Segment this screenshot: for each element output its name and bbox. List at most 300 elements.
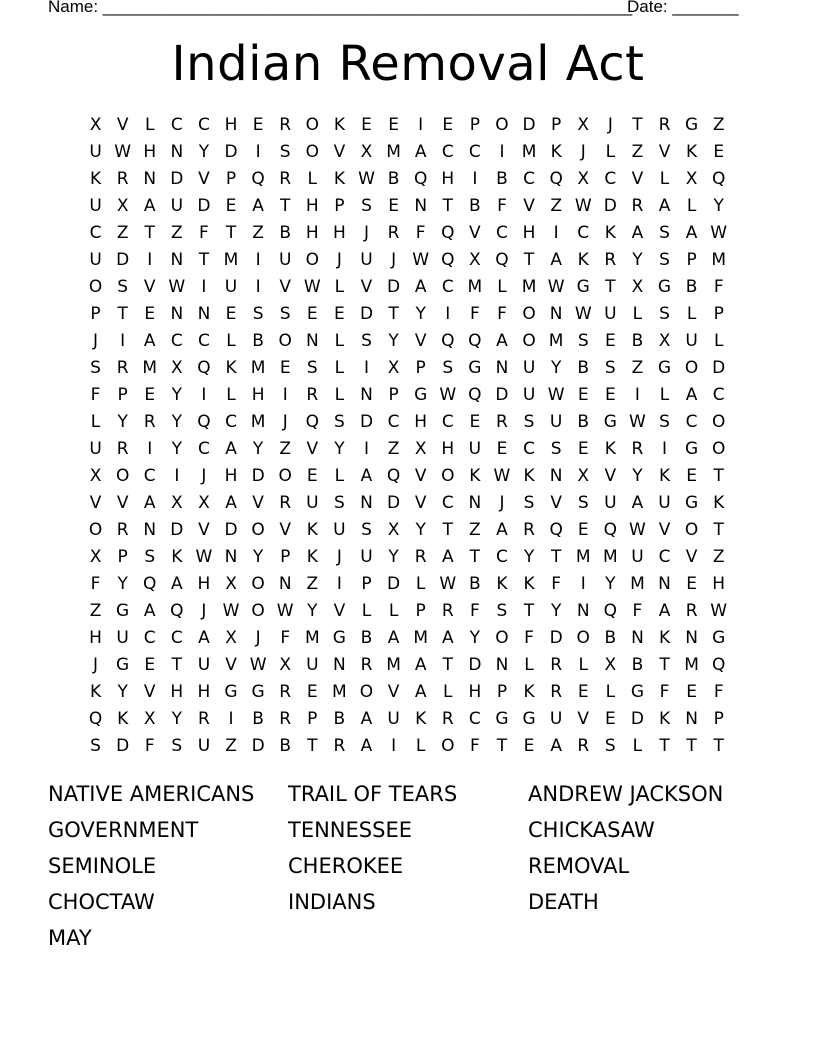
grid-letter: K <box>117 709 129 729</box>
grid-letter: M <box>332 682 347 702</box>
grid-row <box>82 625 734 652</box>
grid-letter: X <box>171 493 183 513</box>
grid-letter: U <box>89 250 102 270</box>
grid-row <box>82 247 734 274</box>
grid-letter: L <box>713 331 724 351</box>
grid-row <box>82 301 734 328</box>
grid-letter: Y <box>469 628 481 648</box>
grid-letter: J <box>255 628 261 648</box>
grid-letter: C <box>496 547 508 567</box>
grid-letter: S <box>604 736 616 756</box>
grid-letter: T <box>496 736 508 756</box>
grid-letter: D <box>116 250 130 270</box>
grid-letter: D <box>116 736 130 756</box>
grid-letter: K <box>713 493 725 513</box>
grid-letter: K <box>658 466 671 486</box>
grid-letter: E <box>334 304 345 324</box>
word-list-item: MAY <box>48 926 92 950</box>
grid-letter: X <box>631 277 644 297</box>
grid-row <box>82 112 734 139</box>
grid-letter: K <box>171 547 183 567</box>
grid-letter: K <box>225 358 237 378</box>
grid-letter: S <box>361 196 372 216</box>
grid-letter: V <box>550 493 562 513</box>
grid-letter: E <box>577 385 589 405</box>
grid-letter: P <box>496 682 508 702</box>
grid-letter: R <box>116 358 129 378</box>
grid-letter: K <box>550 142 562 162</box>
grid-letter: D <box>170 169 184 189</box>
grid-letter: H <box>441 439 455 459</box>
grid-letter: H <box>143 142 157 162</box>
grid-letter: W <box>574 196 592 216</box>
grid-letter: Z <box>306 574 319 594</box>
grid-letter: I <box>553 223 559 243</box>
grid-letter: G <box>685 439 699 459</box>
grid-letter: G <box>116 601 130 621</box>
grid-letter: I <box>391 736 397 756</box>
grid-letter: V <box>387 682 400 702</box>
grid-letter: Y <box>415 304 426 324</box>
grid-letter: M <box>630 574 645 594</box>
grid-letter: A <box>414 277 427 297</box>
grid-letter: O <box>495 628 509 648</box>
grid-letter: Q <box>197 412 211 432</box>
grid-letter: C <box>468 142 481 162</box>
grid-letter: O <box>522 331 536 351</box>
grid-letter: Q <box>143 574 157 594</box>
grid-letter: O <box>441 736 455 756</box>
grid-row <box>82 544 734 571</box>
grid-letter: Q <box>468 331 482 351</box>
grid-row <box>82 652 734 679</box>
grid-letter: F <box>415 223 426 243</box>
grid-letter: D <box>712 358 726 378</box>
grid-letter: A <box>441 628 454 648</box>
grid-letter: C <box>577 223 590 243</box>
grid-letter: A <box>550 250 562 270</box>
grid-letter: C <box>604 169 617 189</box>
grid-letter: Q <box>441 250 455 270</box>
grid-letter: T <box>388 304 399 324</box>
grid-letter: T <box>523 601 535 621</box>
grid-letter: E <box>225 304 237 324</box>
grid-letter: T <box>632 115 643 135</box>
grid-letter: R <box>441 601 454 621</box>
page-title: Indian Removal Act <box>171 36 645 92</box>
grid-letter: J <box>391 250 397 270</box>
grid-letter: U <box>658 493 671 513</box>
grid-letter: R <box>685 601 698 621</box>
grid-letter: C <box>197 115 210 135</box>
grid-letter: X <box>89 547 102 567</box>
grid-letter: E <box>306 466 318 486</box>
grid-letter: E <box>469 412 481 432</box>
grid-letter: M <box>711 250 727 270</box>
grid-letter: R <box>360 655 373 675</box>
grid-letter: Q <box>468 385 482 405</box>
grid-letter: O <box>305 250 319 270</box>
grid-letter: E <box>577 520 589 540</box>
grid-letter: A <box>685 385 698 405</box>
grid-letter: O <box>115 466 130 486</box>
grid-letter: N <box>360 493 373 513</box>
grid-letter: P <box>361 574 372 594</box>
word-search-grid <box>82 112 734 760</box>
grid-letter: Q <box>712 169 726 189</box>
grid-letter: K <box>604 439 616 459</box>
grid-letter: W <box>249 655 267 675</box>
grid-letter: L <box>605 682 616 702</box>
grid-letter: Z <box>712 547 725 567</box>
grid-letter: E <box>388 196 399 216</box>
grid-letter: J <box>93 331 99 351</box>
grid-letter: X <box>143 709 156 729</box>
grid-letter: R <box>604 250 617 270</box>
grid-letter: T <box>605 277 616 297</box>
grid-letter: P <box>415 358 426 378</box>
grid-letter: R <box>441 709 454 729</box>
grid-letter: B <box>685 277 698 297</box>
grid-letter: C <box>468 709 481 729</box>
grid-letter: S <box>361 520 372 540</box>
grid-letter: C <box>225 412 237 432</box>
grid-letter: I <box>662 439 668 459</box>
grid-row <box>82 166 734 193</box>
grid-row <box>82 139 734 166</box>
grid-letter: H <box>89 628 102 648</box>
grid-letter: B <box>279 223 292 243</box>
grid-letter: A <box>143 196 156 216</box>
grid-letter: U <box>522 358 536 378</box>
grid-letter: U <box>116 628 129 648</box>
grid-letter: F <box>713 682 724 702</box>
grid-letter: O <box>88 520 103 540</box>
grid-letter: U <box>468 439 482 459</box>
grid-letter: G <box>685 115 699 135</box>
grid-letter: E <box>279 358 291 378</box>
grid-letter: W <box>168 277 186 297</box>
word-list-item: DEATH <box>528 890 599 914</box>
grid-letter: P <box>117 385 128 405</box>
grid-letter: O <box>278 466 292 486</box>
grid-letter: Q <box>197 358 211 378</box>
word-list-item: CHEROKEE <box>288 854 404 878</box>
grid-letter: S <box>659 223 670 243</box>
grid-letter: K <box>523 574 535 594</box>
grid-letter: E <box>306 304 318 324</box>
grid-letter: N <box>170 304 184 324</box>
grid-letter: T <box>442 196 453 216</box>
grid-letter: P <box>388 385 399 405</box>
grid-letter: M <box>684 655 699 675</box>
grid-letter: U <box>549 709 563 729</box>
grid-letter: X <box>225 574 237 594</box>
grid-row <box>82 409 734 436</box>
grid-letter: T <box>225 223 237 243</box>
grid-letter: R <box>333 736 346 756</box>
grid-letter: H <box>224 466 238 486</box>
grid-letter: V <box>198 169 210 189</box>
grid-letter: L <box>334 358 345 378</box>
grid-letter: A <box>414 655 427 675</box>
grid-letter: K <box>658 709 671 729</box>
grid-letter: B <box>279 736 292 756</box>
word-list-item: CHOCTAW <box>48 890 155 914</box>
grid-letter: L <box>659 385 670 405</box>
grid-row <box>82 679 734 706</box>
grid-letter: X <box>604 655 617 675</box>
grid-letter: V <box>89 493 102 513</box>
grid-letter: J <box>201 601 207 621</box>
grid-letter: V <box>333 601 346 621</box>
grid-letter: U <box>278 250 292 270</box>
grid-letter: R <box>198 709 210 729</box>
grid-letter: Q <box>549 520 563 540</box>
grid-letter: W <box>439 385 457 405</box>
grid-letter: L <box>334 385 345 405</box>
grid-letter: G <box>224 682 238 702</box>
grid-letter: W <box>547 277 565 297</box>
grid-letter: H <box>332 223 346 243</box>
grid-letter: F <box>469 601 480 621</box>
grid-letter: L <box>226 385 236 405</box>
grid-letter: S <box>333 412 345 432</box>
grid-letter: U <box>549 412 563 432</box>
grid-row <box>82 706 734 733</box>
grid-letter: H <box>522 223 536 243</box>
grid-letter: W <box>303 277 321 297</box>
grid-letter: E <box>686 466 697 486</box>
grid-letter: Y <box>252 439 264 459</box>
grid-letter: U <box>89 196 102 216</box>
grid-letter: G <box>630 682 645 702</box>
grid-letter: Y <box>198 142 210 162</box>
grid-letter: Q <box>413 169 428 189</box>
grid-letter: W <box>114 142 132 162</box>
grid-letter: M <box>521 277 537 297</box>
grid-letter: T <box>523 250 535 270</box>
grid-letter: T <box>686 736 697 756</box>
grid-letter: C <box>89 223 102 243</box>
grid-letter: T <box>713 466 724 486</box>
grid-letter: A <box>387 628 400 648</box>
grid-letter: W <box>547 385 565 405</box>
grid-letter: C <box>523 169 535 189</box>
grid-letter: O <box>684 520 699 540</box>
grid-letter: B <box>360 628 373 648</box>
grid-letter: Q <box>603 601 618 621</box>
grid-letter: H <box>197 574 211 594</box>
grid-letter: H <box>414 412 428 432</box>
grid-letter: Z <box>225 736 237 756</box>
grid-letter: N <box>468 493 482 513</box>
grid-letter: E <box>523 736 535 756</box>
grid-row <box>82 490 734 517</box>
grid-letter: N <box>305 331 319 351</box>
grid-letter: U <box>360 250 373 270</box>
grid-letter: B <box>631 655 644 675</box>
grid-letter: I <box>201 277 207 297</box>
word-list <box>48 776 788 956</box>
grid-letter: W <box>276 601 294 621</box>
grid-letter: A <box>171 574 183 594</box>
grid-letter: J <box>499 493 505 513</box>
grid-letter: I <box>363 358 369 378</box>
grid-letter: W <box>710 601 728 621</box>
grid-letter: C <box>685 412 698 432</box>
grid-letter: Y <box>523 547 535 567</box>
grid-letter: D <box>359 412 374 432</box>
grid-letter: U <box>197 655 211 675</box>
grid-letter: W <box>710 223 728 243</box>
grid-letter: S <box>659 304 670 324</box>
grid-letter: C <box>441 412 454 432</box>
grid-letter: U <box>197 736 211 756</box>
grid-letter: K <box>577 250 589 270</box>
grid-letter: H <box>305 196 319 216</box>
grid-letter: Z <box>387 439 400 459</box>
grid-letter: U <box>522 385 536 405</box>
grid-letter: V <box>631 169 644 189</box>
grid-letter: Z <box>550 196 562 216</box>
grid-letter: C <box>441 493 454 513</box>
grid-letter: K <box>333 115 345 135</box>
grid-letter: D <box>630 709 644 729</box>
grid-letter: Y <box>550 601 562 621</box>
grid-letter: U <box>360 547 373 567</box>
grid-letter: L <box>334 466 345 486</box>
grid-letter: A <box>658 196 671 216</box>
grid-letter: C <box>143 628 156 648</box>
grid-letter: F <box>551 574 562 594</box>
grid-letter: S <box>90 736 101 756</box>
grid-letter: O <box>251 574 265 594</box>
grid-letter: W <box>358 169 375 189</box>
grid-letter: A <box>143 493 156 513</box>
grid-letter: L <box>334 331 345 351</box>
grid-letter: G <box>685 493 699 513</box>
grid-letter: J <box>336 250 342 270</box>
grid-letter: N <box>495 655 509 675</box>
grid-letter: V <box>604 466 617 486</box>
grid-letter: S <box>442 358 454 378</box>
grid-letter: B <box>469 196 481 216</box>
grid-letter: U <box>631 547 644 567</box>
grid-letter: M <box>250 412 266 432</box>
grid-letter: W <box>222 601 240 621</box>
grid-letter: J <box>336 547 342 567</box>
grid-letter: D <box>603 196 617 216</box>
grid-letter: G <box>116 655 130 675</box>
grid-letter: X <box>116 196 129 216</box>
grid-letter: G <box>712 628 726 648</box>
grid-letter: L <box>605 142 616 162</box>
grid-letter: U <box>685 331 698 351</box>
grid-letter: S <box>90 358 101 378</box>
grid-letter: L <box>524 655 534 675</box>
grid-letter: F <box>497 304 507 324</box>
grid-letter: I <box>255 142 261 162</box>
grid-letter: F <box>713 277 724 297</box>
grid-letter: C <box>441 142 454 162</box>
grid-letter: X <box>387 358 400 378</box>
grid-row <box>82 382 734 409</box>
grid-letter: L <box>632 304 643 324</box>
grid-letter: P <box>334 196 345 216</box>
grid-letter: V <box>469 223 481 243</box>
grid-letter: K <box>523 682 535 702</box>
grid-letter: P <box>225 169 237 189</box>
grid-letter: H <box>468 682 482 702</box>
grid-letter: I <box>472 169 478 189</box>
grid-letter: O <box>88 277 103 297</box>
grid-letter: T <box>713 520 724 540</box>
grid-letter: H <box>441 169 455 189</box>
grid-letter: X <box>279 655 292 675</box>
grid-letter: M <box>223 250 239 270</box>
grid-letter: S <box>523 493 535 513</box>
grid-letter: O <box>305 115 319 135</box>
grid-letter: Z <box>252 223 264 243</box>
grid-letter: V <box>414 493 427 513</box>
grid-letter: Y <box>117 412 128 432</box>
grid-letter: B <box>631 331 644 351</box>
word-list-item: GOVERNMENT <box>48 818 199 842</box>
grid-letter: N <box>278 574 292 594</box>
grid-letter: D <box>224 520 238 540</box>
grid-letter: M <box>386 142 401 162</box>
grid-letter: X <box>658 331 671 351</box>
grid-letter: Q <box>712 655 726 675</box>
grid-letter: C <box>441 277 454 297</box>
grid-letter: G <box>576 277 590 297</box>
word-list-item: CHICKASAW <box>528 818 655 842</box>
grid-letter: F <box>524 628 534 648</box>
grid-letter: A <box>631 493 644 513</box>
grid-letter: E <box>604 709 616 729</box>
grid-letter: V <box>523 196 535 216</box>
grid-letter: T <box>117 304 128 324</box>
grid-letter: W <box>195 547 213 567</box>
grid-letter: O <box>712 412 726 432</box>
grid-letter: P <box>469 115 480 135</box>
grid-letter: G <box>414 385 428 405</box>
grid-letter: R <box>658 115 671 135</box>
grid-letter: U <box>306 493 319 513</box>
grid-letter: A <box>414 682 427 702</box>
grid-letter: Y <box>171 439 183 459</box>
grid-letter: S <box>523 412 535 432</box>
grid-letter: C <box>496 223 508 243</box>
word-list-item: INDIANS <box>288 890 376 914</box>
grid-letter: N <box>658 574 671 594</box>
grid-row <box>82 733 734 760</box>
grid-letter: K <box>658 628 671 648</box>
grid-letter: Y <box>550 358 562 378</box>
grid-letter: U <box>170 196 184 216</box>
grid-letter: X <box>577 169 590 189</box>
grid-letter: S <box>171 736 183 756</box>
word-list-item: REMOVAL <box>528 854 630 878</box>
grid-letter: P <box>117 547 128 567</box>
grid-letter: X <box>469 250 481 270</box>
grid-letter: F <box>632 601 643 621</box>
grid-letter: R <box>116 520 129 540</box>
grid-letter: C <box>197 331 210 351</box>
grid-letter: D <box>359 304 374 324</box>
grid-letter: R <box>523 520 535 540</box>
